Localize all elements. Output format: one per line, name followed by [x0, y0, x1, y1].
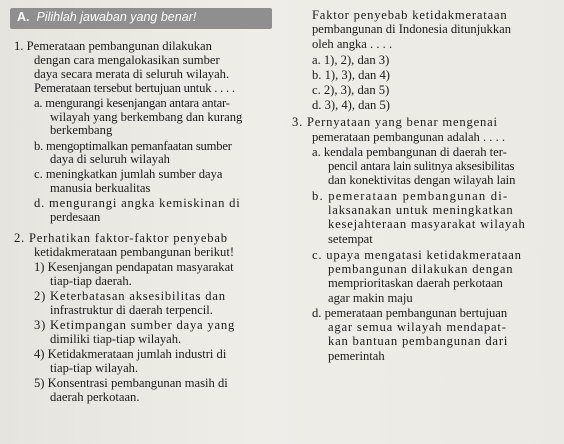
option-a-line[interactable]: dan konektivitas dengan wilayah lain — [328, 173, 516, 187]
statement-5-line: 5) Konsentrasi pembangunan masih di — [34, 376, 228, 390]
question-2-line: Faktor penyebab ketidakmerataan — [312, 8, 508, 22]
statement-2-line: infrastruktur di daerah terpencil. — [50, 303, 213, 317]
option-c-line[interactable]: pembangunan dilakukan dengan — [328, 262, 514, 276]
option-c-line[interactable]: c. meningkatkan jumlah sumber daya — [34, 167, 223, 181]
question-2-line: ketidakmerataan pembangunan berikut! — [34, 245, 235, 259]
statement-4-line: 4) Ketidakmerataan jumlah industri di — [34, 347, 227, 361]
question-3-line: pemerataan pembangunan adalah . . . . — [312, 130, 506, 144]
statement-3-line: dimiliki tiap-tiap wilayah. — [50, 332, 182, 346]
option-a-line[interactable]: wilayah yang berkembang dan kurang — [50, 110, 243, 124]
option-d-line[interactable]: pemerintah — [328, 349, 385, 363]
statement-3-line: 3) Ketimpangan sumber daya yang — [34, 318, 236, 332]
statement-1-line: 1) Kesenjangan pendapatan masyarakat — [34, 260, 234, 274]
option-b[interactable]: b. 1), 3), dan 4) — [312, 68, 390, 82]
option-d-line[interactable]: perdesaan — [50, 210, 101, 224]
option-a-line[interactable]: a. kendala pembangunan di daerah ter- — [312, 145, 507, 159]
option-d-line[interactable]: d. pemerataan pembangunan bertujuan — [312, 306, 508, 320]
option-a-line[interactable]: pencil antara lain sulitnya aksesibilitas — [328, 159, 515, 173]
option-d-line[interactable]: kan bantuan pembangunan dari — [328, 334, 509, 348]
option-b-line[interactable]: b. pemerataan pembangunan di- — [312, 189, 509, 203]
option-d-line[interactable]: d. mengurangi angka kemiskinan di — [34, 196, 241, 210]
option-c-line[interactable]: memprioritaskan daerah perkotaan — [328, 276, 503, 290]
option-c-line[interactable]: manusia berkualitas — [50, 181, 151, 195]
option-a-line[interactable]: a. mengurangi kesenjangan antara antar- — [34, 96, 230, 110]
statement-2-line: 2) Keterbatasan aksesibilitas dan — [34, 289, 226, 303]
option-a-line[interactable]: berkembang — [50, 123, 113, 137]
option-c-line[interactable]: c. upaya mengatasi ketidakmerataan — [312, 248, 522, 262]
section-header-badge — [10, 8, 272, 29]
question-2-line: 2. Perhatikan faktor-faktor penyebab — [14, 231, 228, 245]
option-c-line[interactable]: agar makin maju — [328, 291, 413, 305]
statement-5-line: daerah perkotaan. — [50, 390, 140, 404]
question-1-line: dengan cara mengalokasikan sumber — [34, 53, 220, 67]
option-b-line[interactable]: laksanakan untuk meningkatkan — [328, 203, 514, 217]
option-c[interactable]: c. 2), 3), dan 5) — [312, 83, 390, 97]
statement-1-line: tiap-tiap daerah. — [50, 274, 132, 288]
option-b-line[interactable]: kesejahteraan masyarakat wilayah — [328, 217, 526, 231]
option-d[interactable]: d. 3), 4), dan 5) — [312, 98, 390, 112]
question-2-line: oleh angka . . . . — [312, 37, 393, 51]
question-1-line: Pemerataan tersebut bertujuan untuk . . . . — [34, 81, 235, 95]
question-1-line: daya secara merata di seluruh wilayah. — [34, 67, 230, 81]
option-a[interactable]: a. 1), 2), dan 3) — [312, 53, 390, 67]
option-b-line[interactable]: b. mengoptimalkan pemanfaatan sumber — [34, 139, 232, 153]
question-3-line: 3. Pernyataan yang benar mengenai — [292, 115, 498, 129]
statement-4-line: tiap-tiap wilayah. — [50, 361, 139, 375]
option-b-line[interactable]: daya di seluruh wilayah — [50, 152, 170, 166]
question-1-line: 1. Pemerataan pembangunan dilakukan — [14, 39, 212, 53]
question-2-line: pembangunan di Indonesia ditunjukkan — [312, 22, 512, 36]
option-d-line[interactable]: agar semua wilayah mendapat- — [328, 320, 507, 334]
option-b-line[interactable]: setempat — [328, 232, 373, 246]
section-header-text: A. Pilihlah jawaban yang benar! — [17, 10, 197, 24]
section-instruction: Pilihlah jawaban yang benar! — [36, 10, 197, 24]
